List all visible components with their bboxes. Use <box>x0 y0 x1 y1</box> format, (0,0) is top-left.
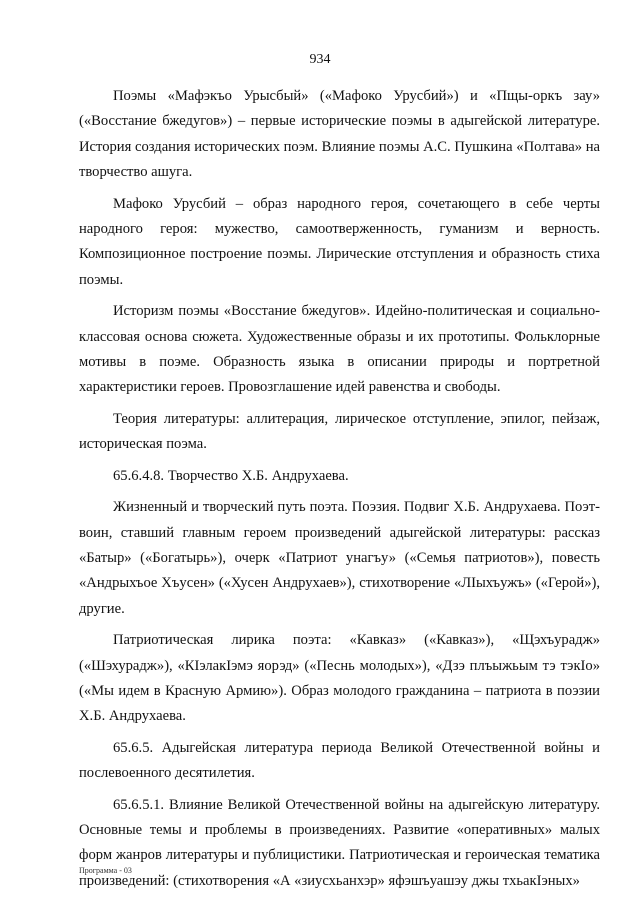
page-number: 934 <box>309 52 331 67</box>
section-heading-65-6-4-8: 65.6.4.8. Творчество Х.Б. Андрухаева. <box>113 467 349 484</box>
paragraph-2: Мафоко Урусбий – образ народного героя, сочетающего в себе черты народного героя: мужество, самоотверженность, гуманизм и верность. Композиционное построение поэмы. Лирические отступления и образность стиха поэмы. <box>79 195 600 288</box>
paragraph-9: 65.6.5.1. Влияние Великой Отечественной войны на адыгейскую литературу. Основные темы и проблемы в произведениях. Развитие «оперативных» малых форм жанров литературы и публицистики. Патриотическая и героическая тематика произведений: (стихотворения «А «зиусхьанхэр» яфэшъуашэу джы тхьакІэных» <box>79 796 600 889</box>
section-heading-65-6-5: 65.6.5. Адыгейская литература периода Великой Отечественной войны и послевоенного десятилетия. <box>79 739 600 782</box>
paragraph-1: Поэмы «Мафэкъо Урысбый» («Мафоко Урусбий») и «Пщы-оркъ зау» («Восстание бжедугов») – первые исторические поэмы в адыгейской литературе. История создания исторических поэм. Влияние поэмы А.С. Пушкина «Полтава» на творчество ашуга. <box>79 88 600 181</box>
paragraph-4: Теория литературы: аллитерация, лирическое отступление, эпилог, пейзаж, историческая поэма. <box>79 410 600 453</box>
page-footer: Программа - 03 <box>79 866 132 875</box>
paragraph-7: Патриотическая лирика поэта: «Кавказ» («Кавказ»), «Щэхъурадж» («Шэхурадж»), «КІэлакІэмэ яорэд» («Песнь молодых»), «Дзэ плъыжьым тэ тэкІо» («Мы идем в Красную Армию»). Образ молодого гражданина – патриота в поэзии Х.Б. Андрухаева. <box>79 632 600 725</box>
document-body <box>79 84 600 900</box>
paragraph-6: Жизненный и творческий путь поэта. Поэзия. Подвиг Х.Б. Андрухаева. Поэт-воин, ставший главным героем произведений адыгейской литературы: рассказ «Батыр» («Богатырь»), очерк «Патриот унагъу» («Семья патриотов»), повесть «Андрыхъое Хъусен» («Хусен Андрухаев»), стихотворение «ЛІыхъужъ» («Герой»), другие. <box>79 499 600 617</box>
paragraph-3: Историзм поэмы «Восстание бжедугов». Идейно-политическая и социально-классовая основа сюжета. Художественные образы и их прототипы. Фольклорные мотивы в поэме. Образность языка в описании природы и портретной характеристики героев. Провозглашение идей равенства и свободы. <box>79 303 600 396</box>
